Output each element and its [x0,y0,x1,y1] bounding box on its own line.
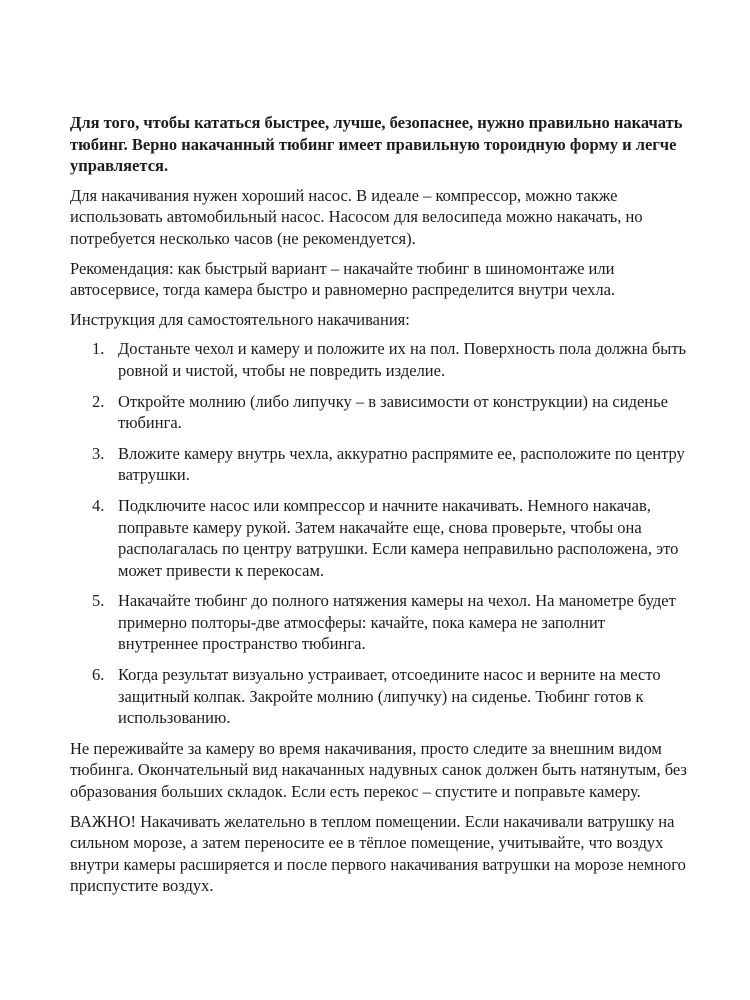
important-note-paragraph: ВАЖНО! Накачивать желательно в теплом помещении. Если накачивали ватрушку на сильном морозе, а затем переносите ее в тёплое помещение, учитывайте, что воздух внутри камеры расширяется и после первого накачивания ватрушки на морозе немного приспустите воздух. [70,811,686,896]
instruction-step-6: Когда результат визуально устраивает, отсоедините насос и верните на место защитный колпак. Закройте молнию (липучку) на сиденье. Тюбинг готов к использованию. [118,665,661,728]
pump-requirements-paragraph: Для накачивания нужен хороший насос. В идеале – компрессор, можно также использовать автомобильный насос. Насосом для велосипеда можно накачать, но потребуется несколько часов (не рекомендуется). [70,185,643,248]
recommendation-paragraph: Рекомендация: как быстрый вариант – накачайте тюбинг в шиномонтаже или автосервисе, тогда камера быстро и равномерно распределится внутри чехла. [70,258,616,300]
instruction-list [70,338,688,729]
instruction-heading: Инструкция для самостоятельного накачивания: [70,309,410,329]
instruction-step-3: Вложите камеру внутрь чехла, аккуратно распрямите ее, расположите по центру ватрушки. [118,443,685,485]
instruction-step-4: Подключите насос или компрессор и начните накачивать. Немного накачав, поправьте камеру рукой. Затем накачайте еще, снова проверьте, чтобы она располагалась по центру ватрушки. Если камера неправильно расположена, это может привести к перекосам. [118,495,679,580]
instruction-step-1: Достаньте чехол и камеру и положите их на пол. Поверхность пола должна быть ровной и чистой, чтобы не повредить изделие. [118,339,687,380]
instruction-step-2: Откройте молнию (либо липучку – в зависимости от конструкции) на сиденье тюбинга. [118,391,668,433]
instruction-step-5: Накачайте тюбинг до полного натяжения камеры на чехол. На манометре будет примерно полторы-две атмосферы: качайте, пока камера не заполнит внутреннее пространство тюбинга. [118,591,676,654]
intro-paragraph: Для того, чтобы кататься быстрее, лучше, безопаснее, нужно правильно накачать тюбинг. Верно накачанный тюбинг имеет правильную тороидную форму и легче управляется. [70,113,683,176]
reassurance-paragraph: Не переживайте за камеру во время накачивания, просто следите за внешним видом тюбинга. Окончательный вид накачанных надувных санок должен быть натянутым, без образования больших складок. Если есть перекос – спустите и поправьте камеру. [70,738,687,802]
